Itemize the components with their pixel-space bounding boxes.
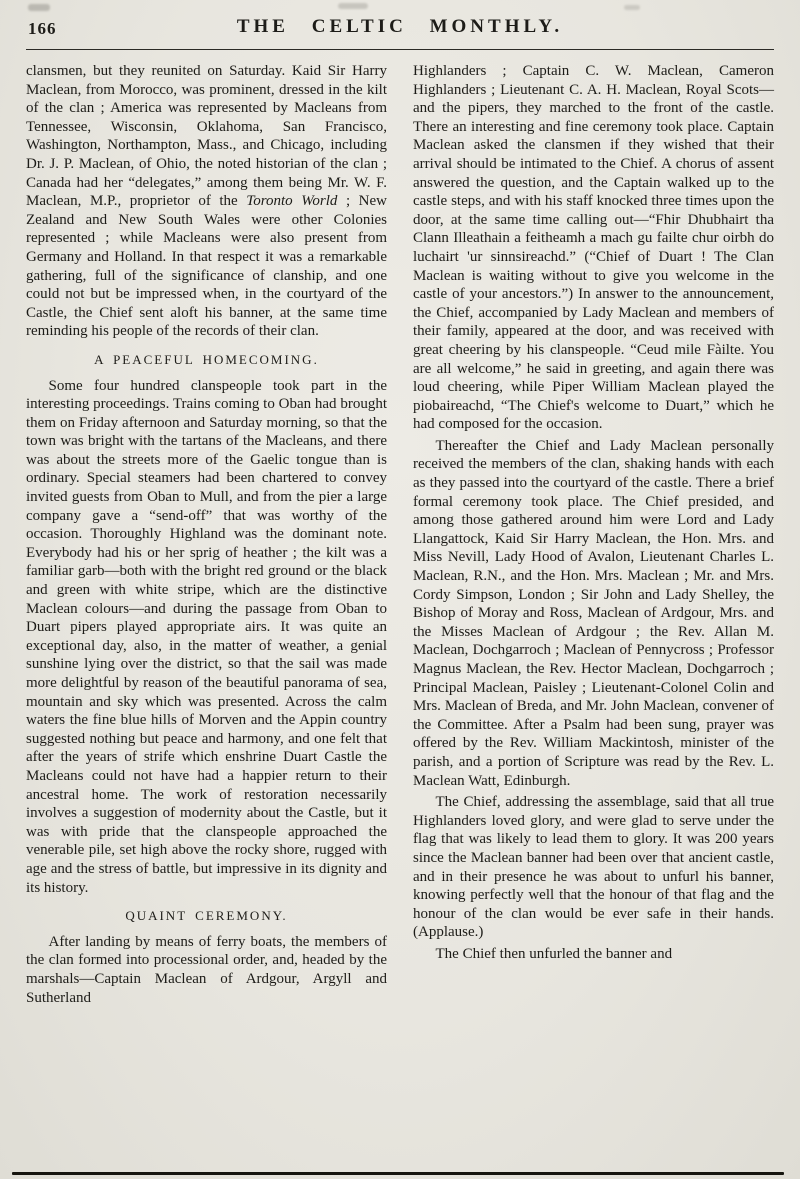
paragraph-chief-addressing: The Chief, addressing the assemblage, said that all true Highlanders loved glory, and were glad to serve under the flag that was likely to lead them to glory. It was 200 years since the Maclean banner had been over that ancient castle, and in their presence he was about to unfurl his banner, knowing perfectly well that the honour of that flag and the honour of the clan would be ever safe in their hands. (Applause.) <box>413 794 774 941</box>
paragraph-four-hundred-clanspeople: Some four hundred clanspeople took part in the interesting proceedings. Trains coming to Oban had brought them on Friday afternoon and Saturday morning, so that the town was bright with the tartans of the Macleans, and there was about the streets more of the Gaelic tongue than is ordinary. Special steamers had been chartered to convey invited guests from Oban to Mull, and from the pier a large company gave a “send-off” that was worthy of the occasion. Thoroughly Highland was the dominant note. Everybody had his or her sprig of heather ; the kilt was a familiar garb—both with the bright red ground or the black and green with white stripe, which are the distinctive Maclean colours—and during the passage from Oban to Duart pipers played appropriate airs. It was quite an exceptional day, also, in the matter of weather, a genial sunshine lying over the district, so that the sail was made more delightful by reason of the beautiful panorama of sea, mountain and sky which was presented. Across the calm waters the fine blue hills of Morven and the Appin country suggested nothing but peace and harmony, and one felt that after the years of strife which enshrine Duart Castle the Macleans could not have had a happier return to their ancestral home. The work of restoration necessarily involves a suggestion of modernity about the Castle, but it was with pride that the clanspeople approached the venerable pile, set high above the rocky shore, rugged with age and the stress of battle, but impressive in its dignity and its history. <box>26 377 387 896</box>
paragraph-text: clansmen, but they reunited on Saturday. Kaid Sir Harry Maclean, from Morocco, was prominent, dressed in the kilt of the clan ; America was represented by Macleans from Tennessee, Wisconsin, Oklahoma, San Francisco, Washington, Northampton, Mass., and Chicago, including Dr. J. P. Maclean, of Ohio, the noted historian of the clan ; Canada had her “delegates,” among them being Mr. W. F. Maclean, M.P., proprietor of the <box>26 63 387 210</box>
paragraph-clansmen-reunited <box>26 62 387 341</box>
paragraph-after-landing: After landing by means of ferry boats, the members of the clan formed into processional order, and, headed by the marshals—Captain Maclean of Ardgour, Argyll and Sutherland <box>26 933 387 1006</box>
paragraph-highlanders-ceremony: Highlanders ; Captain C. W. Maclean, Cameron Highlanders ; Lieutenant C. A. H. Maclean, Royal Scots—and the pipers, they marched to the front of the castle. There an interesting and fine ceremony took place. Captain Maclean asked the clansmen if they wished that their arrival should be intimated to the Chief. A chorus of assent answered the question, and the Captain walked up to the castle steps, and with his staff knocked three times upon the door, at the same time calling out—“Fhir Dhubhairt tha Clann Illeathain a feitheamh a mach gu failte chur oirbh do luchairt 'ur sinnsireachd.” (“Chief of Duart ! The Clan Maclean is waiting without to give you welcome in the castle of your ancestors.”) In answer to the announcement, the Chief, accompanied by Lady Maclean and members of their family, appeared at the door, and was received with great cheering by his clanspeople. “Ceud mile Fàilte. You are all welcome,” he said in greeting, and again there was loud cheering, while Piper William Maclean played the piobaireachd, “The Chief's welcome to Duart,” which he had composed for the occasion. <box>413 63 774 433</box>
header-rule <box>26 49 774 50</box>
left-column <box>26 62 387 1007</box>
article-body <box>26 62 774 1007</box>
italic-publication-title: Toronto World <box>246 193 338 210</box>
scan-artifact-line <box>12 1172 784 1175</box>
scan-smudge <box>624 5 640 10</box>
scan-smudge <box>338 3 368 9</box>
scan-smudge <box>28 4 50 11</box>
paragraph-chief-unfurled: The Chief then unfurled the banner and <box>435 945 673 962</box>
section-heading-peaceful-homecoming: A PEACEFUL HOMECOMING. <box>94 351 319 367</box>
paragraph-text: ; New Zealand and New South Wales were other Colonies represented ; while Macleans were also present from Germany and Holland. In that respect it was a remarkable gathering, full of the significance of clanship, and one could not but be impressed when, in the courtyard of the Castle, the Chief sent aloft his banner, at the same time reminding his people of the records of their clan. <box>26 193 387 340</box>
section-heading-quaint-ceremony: QUAINT CEREMONY. <box>125 908 288 924</box>
paragraph-thereafter-received: Thereafter the Chief and Lady Maclean personally received the members of the clan, shaking hands with each as they passed into the courtyard of the castle. There a brief formal ceremony took place. The Chief presided, and among those gathered around him were Lord and Lady Llangattock, Kaid Sir Harry Maclean, the Hon. Mrs. and Miss Nevill, Lady Hood of Avalon, Lieutenant Charles L. Maclean, R.N., and the Hon. Mrs. Maclean ; Mr. and Mrs. Cordy Simpson, London ; Sir John and Lady Shelley, the Bishop of Moray and Ross, Maclean of Ardgour, Mrs. and the Misses Maclean of Ardgour ; the Rev. Allan M. Maclean, Dochgarroch ; Maclean of Pennycross ; Professor Magnus Maclean, the Rev. Hector Maclean, Dochgarroch ; Principal Maclean, Paisley ; Lieutenant-Colonel Colin and Mrs. Maclean of Breda, and Mr. John Maclean, convener of the Committee. After a Psalm had been sung, prayer was offered by the Rev. William Mackintosh, minister of the parish, and a portion of Scripture was read by the Rev. L. Maclean Watt, Edinburgh. <box>413 437 774 789</box>
journal-title: THE CELTIC MONTHLY. <box>236 16 564 37</box>
page-header <box>26 16 774 44</box>
page-number: 166 <box>28 19 57 38</box>
right-column <box>413 62 774 1007</box>
